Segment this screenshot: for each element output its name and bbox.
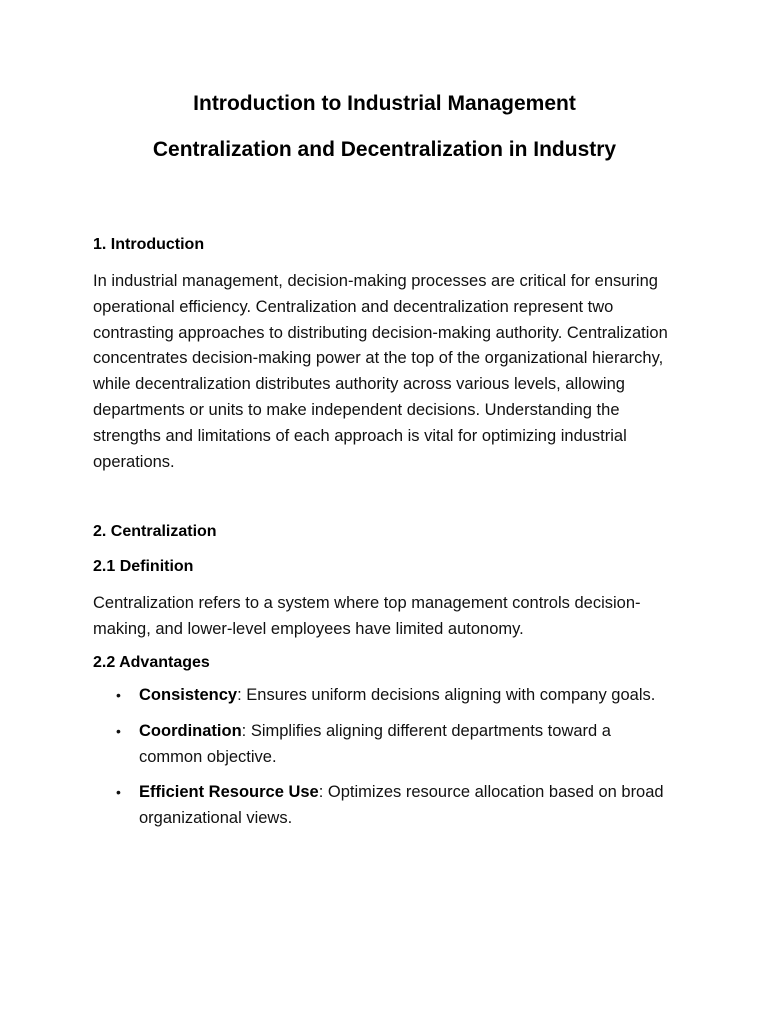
advantages-list <box>93 683 676 832</box>
list-item <box>93 719 676 771</box>
bullet-icon: • <box>116 722 121 739</box>
document-title: Introduction to Industrial Management <box>193 92 576 115</box>
subsection-heading-advantages: 2.2 Advantages <box>93 653 210 671</box>
introduction-paragraph: In industrial management, decision-making processes are critical for ensuring operational efficiency. Centralization and decentralization represent two contrasting approaches to distributing decision-making authority. Centralization concentrates decision-making power at the top of the organizational hierarchy, while decentralization distributes authority across various levels, allowing departments or units to make independent decisions. Understanding the strengths and limitations of each approach is vital for optimizing industrial operations. <box>93 272 668 471</box>
advantage-text: : Simplifies aligning different departments toward a common objective. <box>139 721 611 766</box>
bullet-icon: • <box>116 686 121 703</box>
list-item <box>93 683 676 709</box>
section-heading-introduction: 1. Introduction <box>93 236 205 253</box>
advantage-text: : Optimizes resource allocation based on broad organizational views. <box>139 783 664 828</box>
definition-paragraph: Centralization refers to a system where top management controls decision-making, and lower-level employees have limited autonomy. <box>93 594 641 639</box>
advantage-term: Consistency <box>139 685 238 704</box>
section-heading-centralization: 2. Centralization <box>93 523 217 541</box>
list-item <box>93 780 676 832</box>
bullet-icon: • <box>116 784 121 801</box>
advantage-term: Coordination <box>139 721 242 740</box>
document-subtitle: Centralization and Decentralization in Industry <box>152 138 617 161</box>
subsection-heading-definition: 2.1 Definition <box>93 558 194 576</box>
advantage-text: : Ensures uniform decisions aligning with company goals. <box>237 685 656 704</box>
advantage-term: Efficient Resource Use <box>139 783 319 802</box>
